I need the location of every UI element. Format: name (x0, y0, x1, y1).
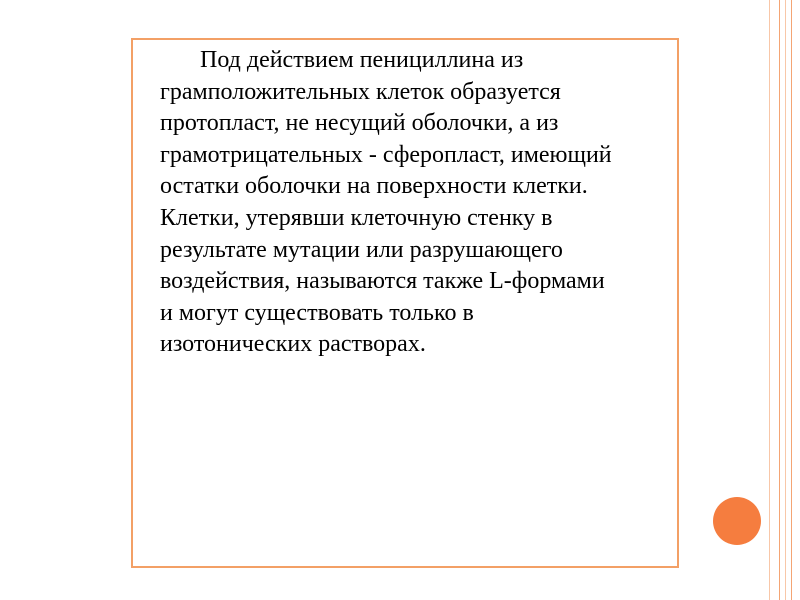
paragraph-line: изотонических растворах. (160, 331, 426, 358)
paragraph-line: остатки оболочки на поверхности клетки. (160, 173, 588, 200)
decorative-edge-stripes (764, 0, 800, 600)
edge-stripe (791, 0, 792, 600)
body-paragraph (160, 45, 682, 361)
paragraph-line: грамотрицательных - сферопласт, имеющий (160, 141, 612, 168)
paragraph-line: Под действием пенициллина из (200, 47, 524, 73)
paragraph-line: результате мутации или разрушающего (160, 236, 563, 263)
decorative-circle (713, 497, 761, 545)
edge-stripe (769, 0, 770, 600)
paragraph-line: Клетки, утерявши клеточную стенку в (160, 204, 553, 231)
paragraph-line: грамположительных клеток образуется (160, 78, 561, 105)
paragraph-line: воздействия, называются также L-формами (160, 268, 605, 295)
edge-stripe (779, 0, 780, 600)
edge-stripe (785, 0, 786, 600)
paragraph-line: протопласт, не несущий оболочки, а из (160, 110, 559, 137)
content-frame (131, 38, 679, 568)
paragraph-line: и могут существовать только в (160, 299, 474, 326)
